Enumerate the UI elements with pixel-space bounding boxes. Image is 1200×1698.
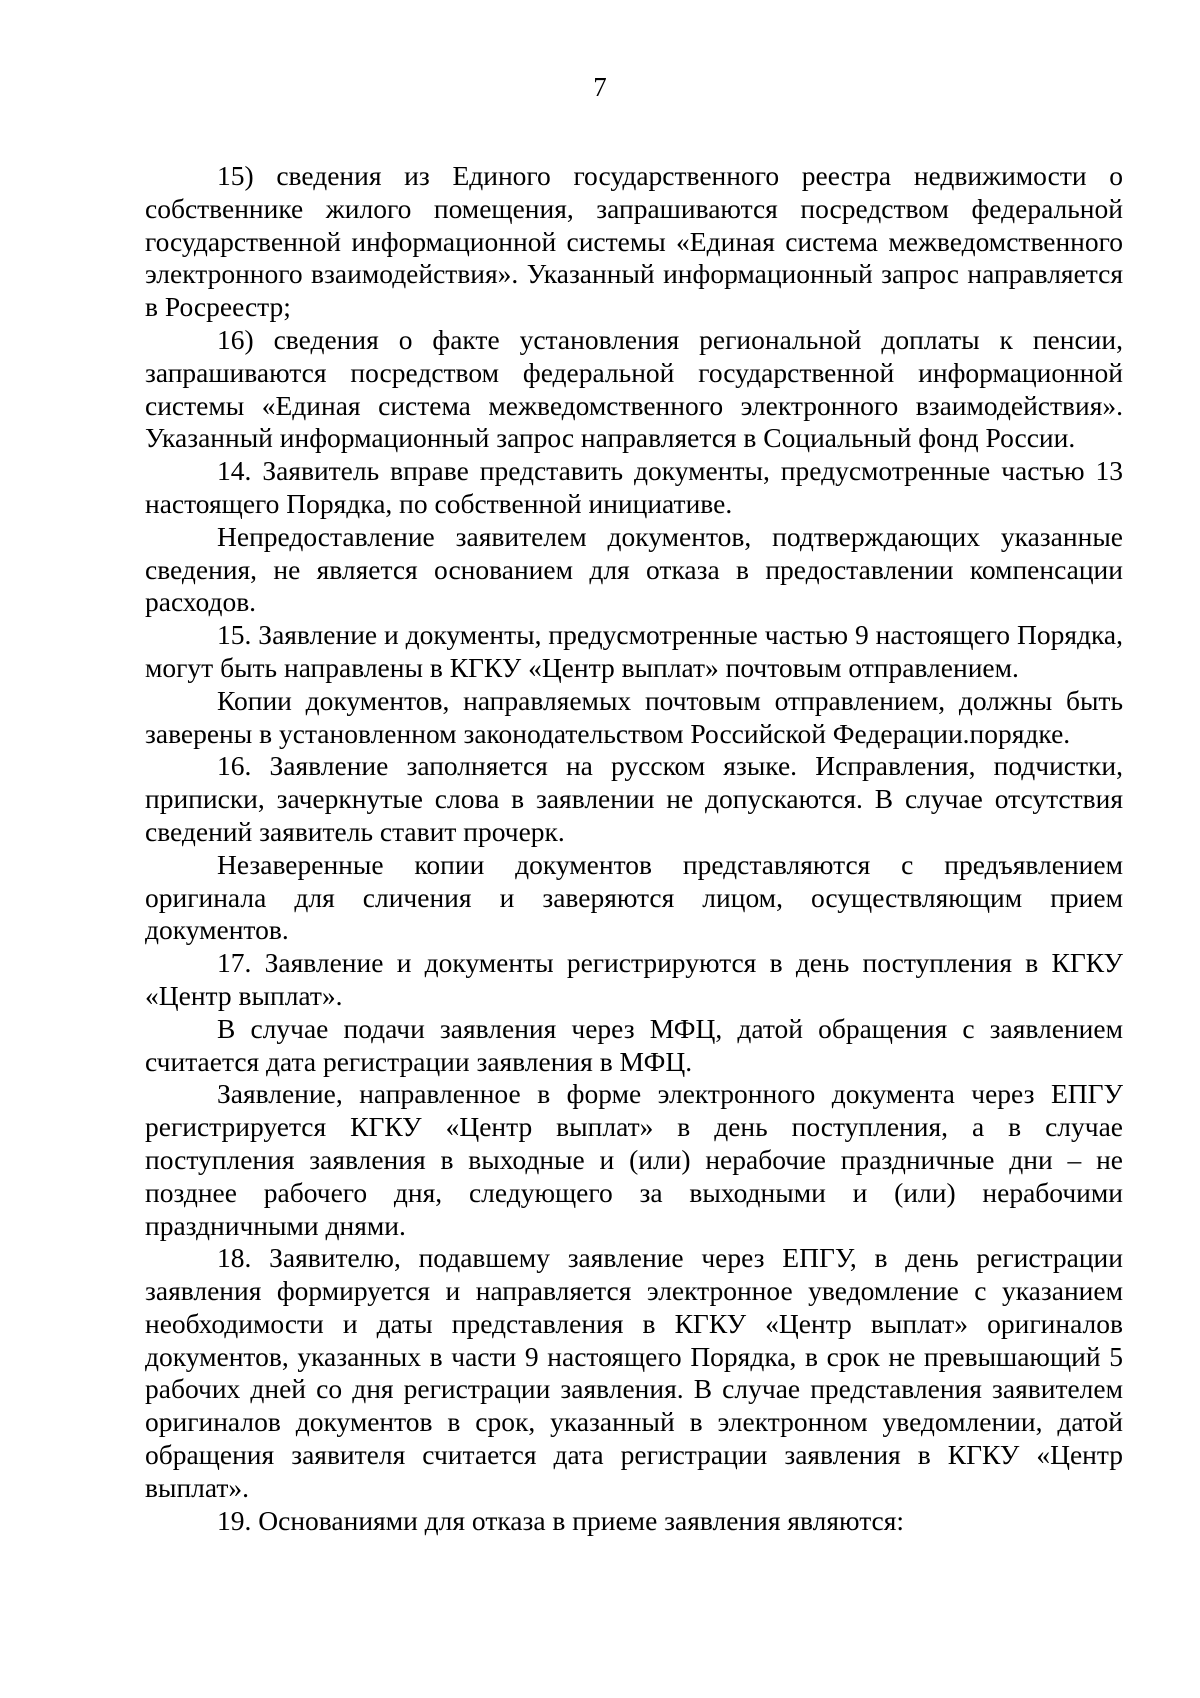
paragraph-15-copies: Копии документов, направляемых почтовым отправлением, должны быть заверены в установленном законодательством Российской Федерации.порядке. bbox=[145, 684, 1123, 749]
paragraph-15: 15. Заявление и документы, предусмотренные частью 9 настоящего Порядка, могут быть направлены в КГКУ «Центр выплат» почтовым отправлением. bbox=[145, 619, 1123, 683]
paragraph-14: 14. Заявитель вправе представить документы, предусмотренные частью 13 настоящего Порядка, по собственной инициативе. bbox=[145, 455, 1123, 519]
paragraph-item-16-pension: 16) сведения о факте установления региональной доплаты к пенсии, запрашиваются посредством федеральной государственной информационной системы «Единая система межведомственного электронного взаимодействия». Указанный информационный запрос направляется в Социальный фонд России. bbox=[145, 323, 1123, 454]
document-body bbox=[145, 160, 1123, 1537]
page-number: 7 bbox=[593, 72, 607, 102]
paragraph-19: 19. Основаниями для отказа в приеме заявления являются: bbox=[217, 1504, 905, 1536]
paragraph-17-mfc: В случае подачи заявления через МФЦ, датой обращения с заявлением считается дата регистрации заявления в МФЦ. bbox=[145, 1012, 1123, 1077]
paragraph-17: 17. Заявление и документы регистрируются в день поступления в КГКУ «Центр выплат». bbox=[145, 947, 1123, 1011]
paragraph-16: 16. Заявление заполняется на русском языке. Исправления, подчистки, приписки, зачеркнутые слова в заявлении не допускаются. В случае отсутствия сведений заявитель ставит прочерк. bbox=[145, 750, 1123, 847]
paragraph-14-non-submission: Непредоставление заявителем документов, подтверждающих указанные сведения, не является основанием для отказа в предоставлении компенсации расходов. bbox=[145, 520, 1123, 618]
paragraph-17-epgu: Заявление, направленное в форме электронного документа через ЕПГУ регистрируется КГКУ «Центр выплат» в день поступления, а в случае поступления заявления в выходные и (или) нерабочие праздничные дни – не позднее рабочего дня, следующего за выходными и (или) нерабочими праздничными днями. bbox=[145, 1078, 1123, 1241]
paragraph-18: 18. Заявителю, подавшему заявление через ЕПГУ, в день регистрации заявления формируется и направляется электронное уведомление с указанием необходимости и даты представления в КГКУ «Центр выплат» оригиналов документов, указанных в части 9 настоящего Порядка, в срок не превышающий 5 рабочих дней со дня регистрации заявления. В случае представления заявителем оригиналов документов в срок, указанный в электронном уведомлении, датой обращения заявителя считается дата регистрации заявления в КГКУ «Центр выплат». bbox=[145, 1242, 1123, 1503]
paragraph-item-15-rosreestr: 15) сведения из Единого государственного реестра недвижимости о собственнике жилого помещения, запрашиваются посредством федеральной государственной информационной системы «Единая система межведомственного электронного взаимодействия». Указанный информационный запрос направляется в Росреестр; bbox=[145, 160, 1123, 323]
paragraph-16-uncertified-copies: Незаверенные копии документов представляются с предъявлением оригинала для сличения и заверяются лицом, осуществляющим прием документов. bbox=[145, 848, 1123, 946]
